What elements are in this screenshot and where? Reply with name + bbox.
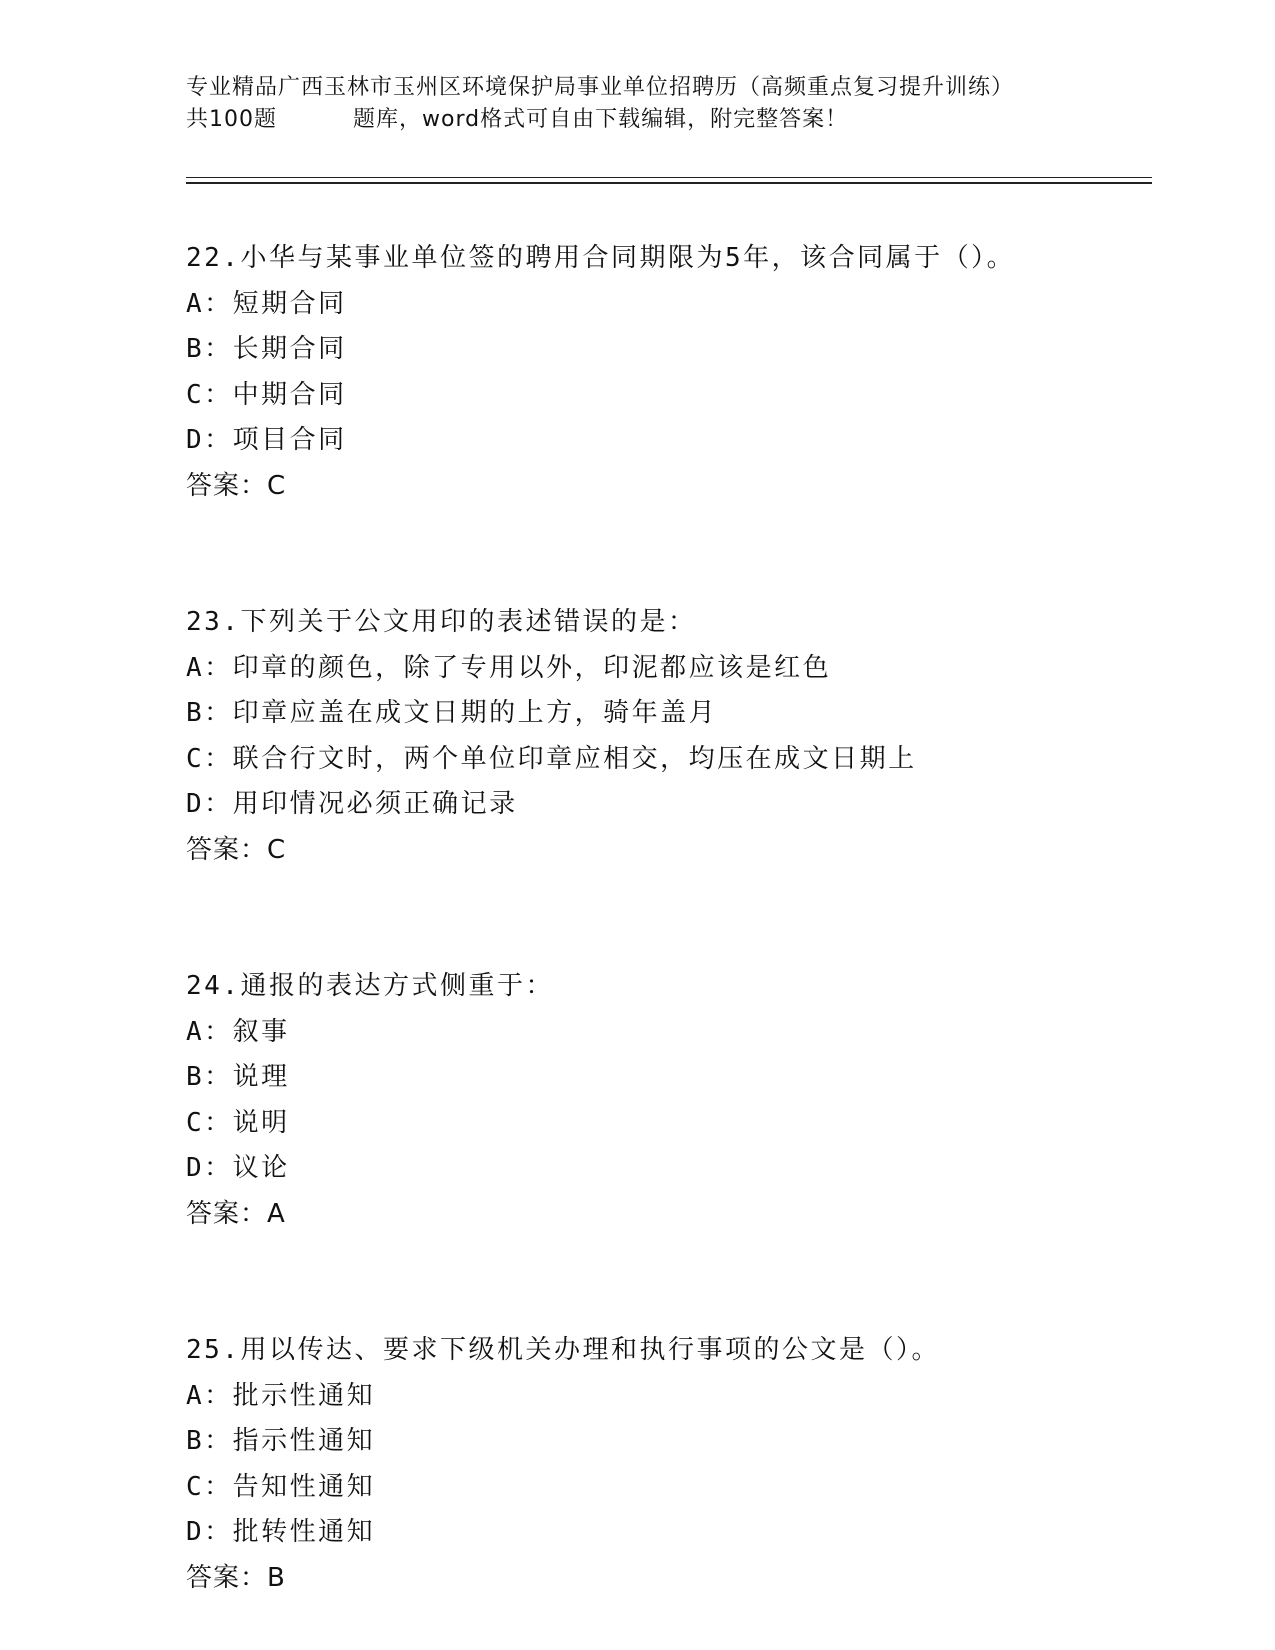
option-b: B：印章应盖在成文日期的上方，骑年盖月 bbox=[186, 698, 718, 728]
option-c: C：联合行文时，两个单位印章应相交，均压在成文日期上 bbox=[186, 743, 917, 774]
question-gap bbox=[186, 509, 1152, 600]
answer-line: 答案：B bbox=[186, 1562, 286, 1593]
option-b: B：长期合同 bbox=[186, 334, 347, 364]
question-stem: 25.用以传达、要求下级机关办理和执行事项的公文是（）。 bbox=[186, 1335, 940, 1365]
question-22 bbox=[186, 236, 1152, 509]
option-d: D：批转性通知 bbox=[186, 1517, 376, 1547]
answer-line: 答案：C bbox=[186, 470, 287, 501]
header-description: 题库，word格式可自由下载编辑，附完整答案！ bbox=[353, 107, 849, 132]
header-divider-bottom bbox=[186, 182, 1152, 184]
question-gap bbox=[186, 1237, 1152, 1328]
option-b: B：说理 bbox=[186, 1062, 290, 1092]
header-subtitle bbox=[186, 104, 1086, 136]
option-d: D：项目合同 bbox=[186, 425, 347, 455]
question-25 bbox=[186, 1328, 1152, 1601]
header-title: 专业精品广西玉林市玉州区环境保护局事业单位招聘历（高频重点复习提升训练） bbox=[186, 75, 1015, 100]
option-d: D：议论 bbox=[186, 1153, 290, 1183]
header-divider-top bbox=[186, 177, 1152, 178]
question-gap bbox=[186, 873, 1152, 964]
question-list bbox=[186, 236, 1152, 1601]
option-b: B：指示性通知 bbox=[186, 1426, 376, 1456]
document-header bbox=[186, 72, 1086, 136]
question-stem: 23.下列关于公文用印的表述错误的是： bbox=[186, 607, 697, 637]
option-a: A：批示性通知 bbox=[186, 1380, 376, 1411]
option-a: A：叙事 bbox=[186, 1016, 290, 1047]
question-23 bbox=[186, 600, 1152, 873]
option-a: A：短期合同 bbox=[186, 288, 347, 319]
question-stem: 22.小华与某事业单位签的聘用合同期限为5年，该合同属于（）。 bbox=[186, 243, 1016, 273]
option-a: A：印章的颜色，除了专用以外，印泥都应该是红色 bbox=[186, 652, 832, 683]
option-c: C：告知性通知 bbox=[186, 1471, 376, 1502]
question-24 bbox=[186, 964, 1152, 1237]
option-c: C：说明 bbox=[186, 1107, 290, 1138]
answer-line: 答案：A bbox=[186, 1198, 286, 1229]
header-count: 共100题 bbox=[186, 107, 277, 132]
option-c: C：中期合同 bbox=[186, 379, 347, 410]
question-stem: 24.通报的表达方式侧重于： bbox=[186, 971, 554, 1001]
answer-line: 答案：C bbox=[186, 834, 287, 865]
option-d: D：用印情况必须正确记录 bbox=[186, 789, 518, 819]
